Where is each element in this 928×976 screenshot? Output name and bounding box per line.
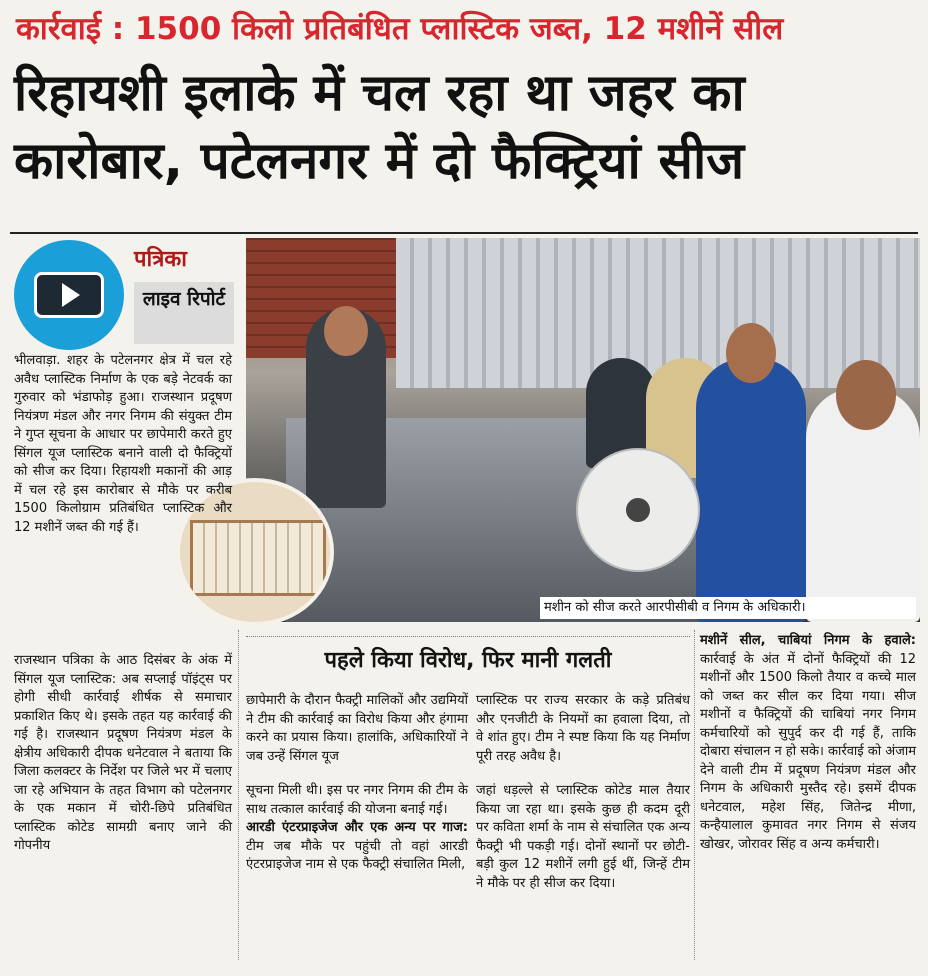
column-divider xyxy=(238,630,239,960)
column-1-text: राजस्थान पत्रिका के आठ दिसंबर के अंक में सिंगल यूज प्लास्टिक: अब सप्लाई पॉइंट्स पर होगी सीधी कार्रवाई शीर्षक से समाचार प्रकाशित किए थे। इसके तहत यह कार्रवाई की गई है। राजस्थान प्रदूषण नियंत्रण मंडल के क्षेत्रीय अधिकारी दीपक धनेटवाल ने बताया कि जिला कलक्टर के निर्देश पर जिले भर में चलाए जा रहे अभियान के तहत विभाग को पटेलनगर के एक मकान में चोरी-छिपे प्रतिबंधित प्लास्टिक कोटेड सामग्री बनाए जाने की गोपनीय xyxy=(14,653,232,853)
live-report-label: लाइव रिपोर्ट xyxy=(134,282,234,344)
column-4-lead: मशीनें सील, चाबियां निगम के हवाले: xyxy=(700,633,916,648)
column-3-text: प्लास्टिक पर राज्य सरकार के कड़े प्रतिबंध और एनजीटी के नियमों का हवाला दिया, तो वे शांत हुए। टीम ने स्पष्ट किया कि यह निर्माण पूरी तरह अवैध है। जहां धड़ल्ले से प्लास्टिक कोटेड माल तैयार किया जा रहा था। इसके कुछ ही कदम दूरी पर कविता शर्मा के नाम से संचालित एक अन्य फैक्ट्री भी पकड़ी गई। दोनों स्थानों पर छोटी-बड़ी कुल 12 मशीनें लगी हुई थीं, जिन्हें टीम ने मौके पर ही सीज कर दिया। xyxy=(476,693,690,891)
brand-label: पत्रिका xyxy=(134,247,187,272)
column-2-lead: आरडी एंटरप्राइजेज और एक अन्य पर गाज: xyxy=(246,820,468,835)
header-rule xyxy=(10,232,918,234)
play-video-icon[interactable] xyxy=(14,240,124,350)
lead-paragraph: भीलवाड़ा. शहर के पटेलनगर क्षेत्र में चल रहे अवैध प्लास्टिक निर्माण के एक बड़े नेटवर्क का गुरुवार को भंडाफोड़ हुआ। राजस्थान प्रदूषण नियंत्रण मंडल और नगर निगम की संयुक्त टीम ने गुप्त सूचना के आधार पर छापेमारी करते हुए सिंगल यूज प्लास्टिक बनाने वाली दो फैक्ट्रियों को सीज कर दिया। रिहायशी मकानों की आड़ में चल रहे इस कारोबार से मौके पर करीब 1500 किलोग्राम प्रतिबंधित प्लास्टिक और 12 मशीनें जब्त की गई हैं। xyxy=(14,353,232,535)
column-2-text: छापेमारी के दौरान फैक्ट्री मालिकों और उद्यमियों ने टीम की कार्रवाई का विरोध किया और हंगामा करने का प्रयास किया। हालांकि, अधिकारियों ने जब उन्हें सिंगल यूज सूचना मिली थी। इस पर नगर निगम की टीम के साथ तत्काल कार्रवाई की योजना बनाई गई। आरडी एंटरप्राइजेज और एक अन्य पर गाज: टीम जब मौके पर पहुंची तो वहां आरडी एंटरप्राइजेज नाम से एक फैक्ट्री संचालित मिली, xyxy=(246,693,468,872)
column-4-text: मशीनें सील, चाबियां निगम के हवाले: कार्रवाई के अंत में दोनों फैक्ट्रियों की 12 मशीनों और 1500 किलो तैयार व कच्चे माल को जब्त कर सील कर दिया गया। सीज मशीनों व फैक्ट्रियों की चाबियां नगर निगम कर्मचारियों को सुपुर्द कर दी गई हैं, ताकि दोबारा संचालन न हो सके। कार्रवाई को अंजाम देने वाली टीम में प्रदूषण नियंत्रण मंडल और निगम के अधिकारी मुस्तैद रहे। इसमें दीपक धनेटवाल, महेश सिंह, जितेन्द्र मीणा, कन्हैयालाल कुमावत नगर निगम से संजय खोखर, जोरावर सिंह व अन्य कर्मचारी। xyxy=(700,633,917,852)
kicker-headline: कार्रवाई : 1500 किलो प्रतिबंधित प्लास्टिक जब्त, 12 मशीनें सील xyxy=(16,11,784,47)
photo-caption: मशीन को सीज करते आरपीसीबी व निगम के अधिकारी। xyxy=(540,597,916,619)
main-headline: रिहायशी इलाके में चल रहा था जहर का कारोबार, पटेलनगर में दो फैक्ट्रियां सीज xyxy=(14,64,745,191)
subheading: पहले किया विरोध, फिर मानी गलती xyxy=(246,632,690,684)
column-divider xyxy=(694,630,695,960)
news-photo xyxy=(246,238,920,622)
live-report-badge[interactable] xyxy=(10,238,246,350)
